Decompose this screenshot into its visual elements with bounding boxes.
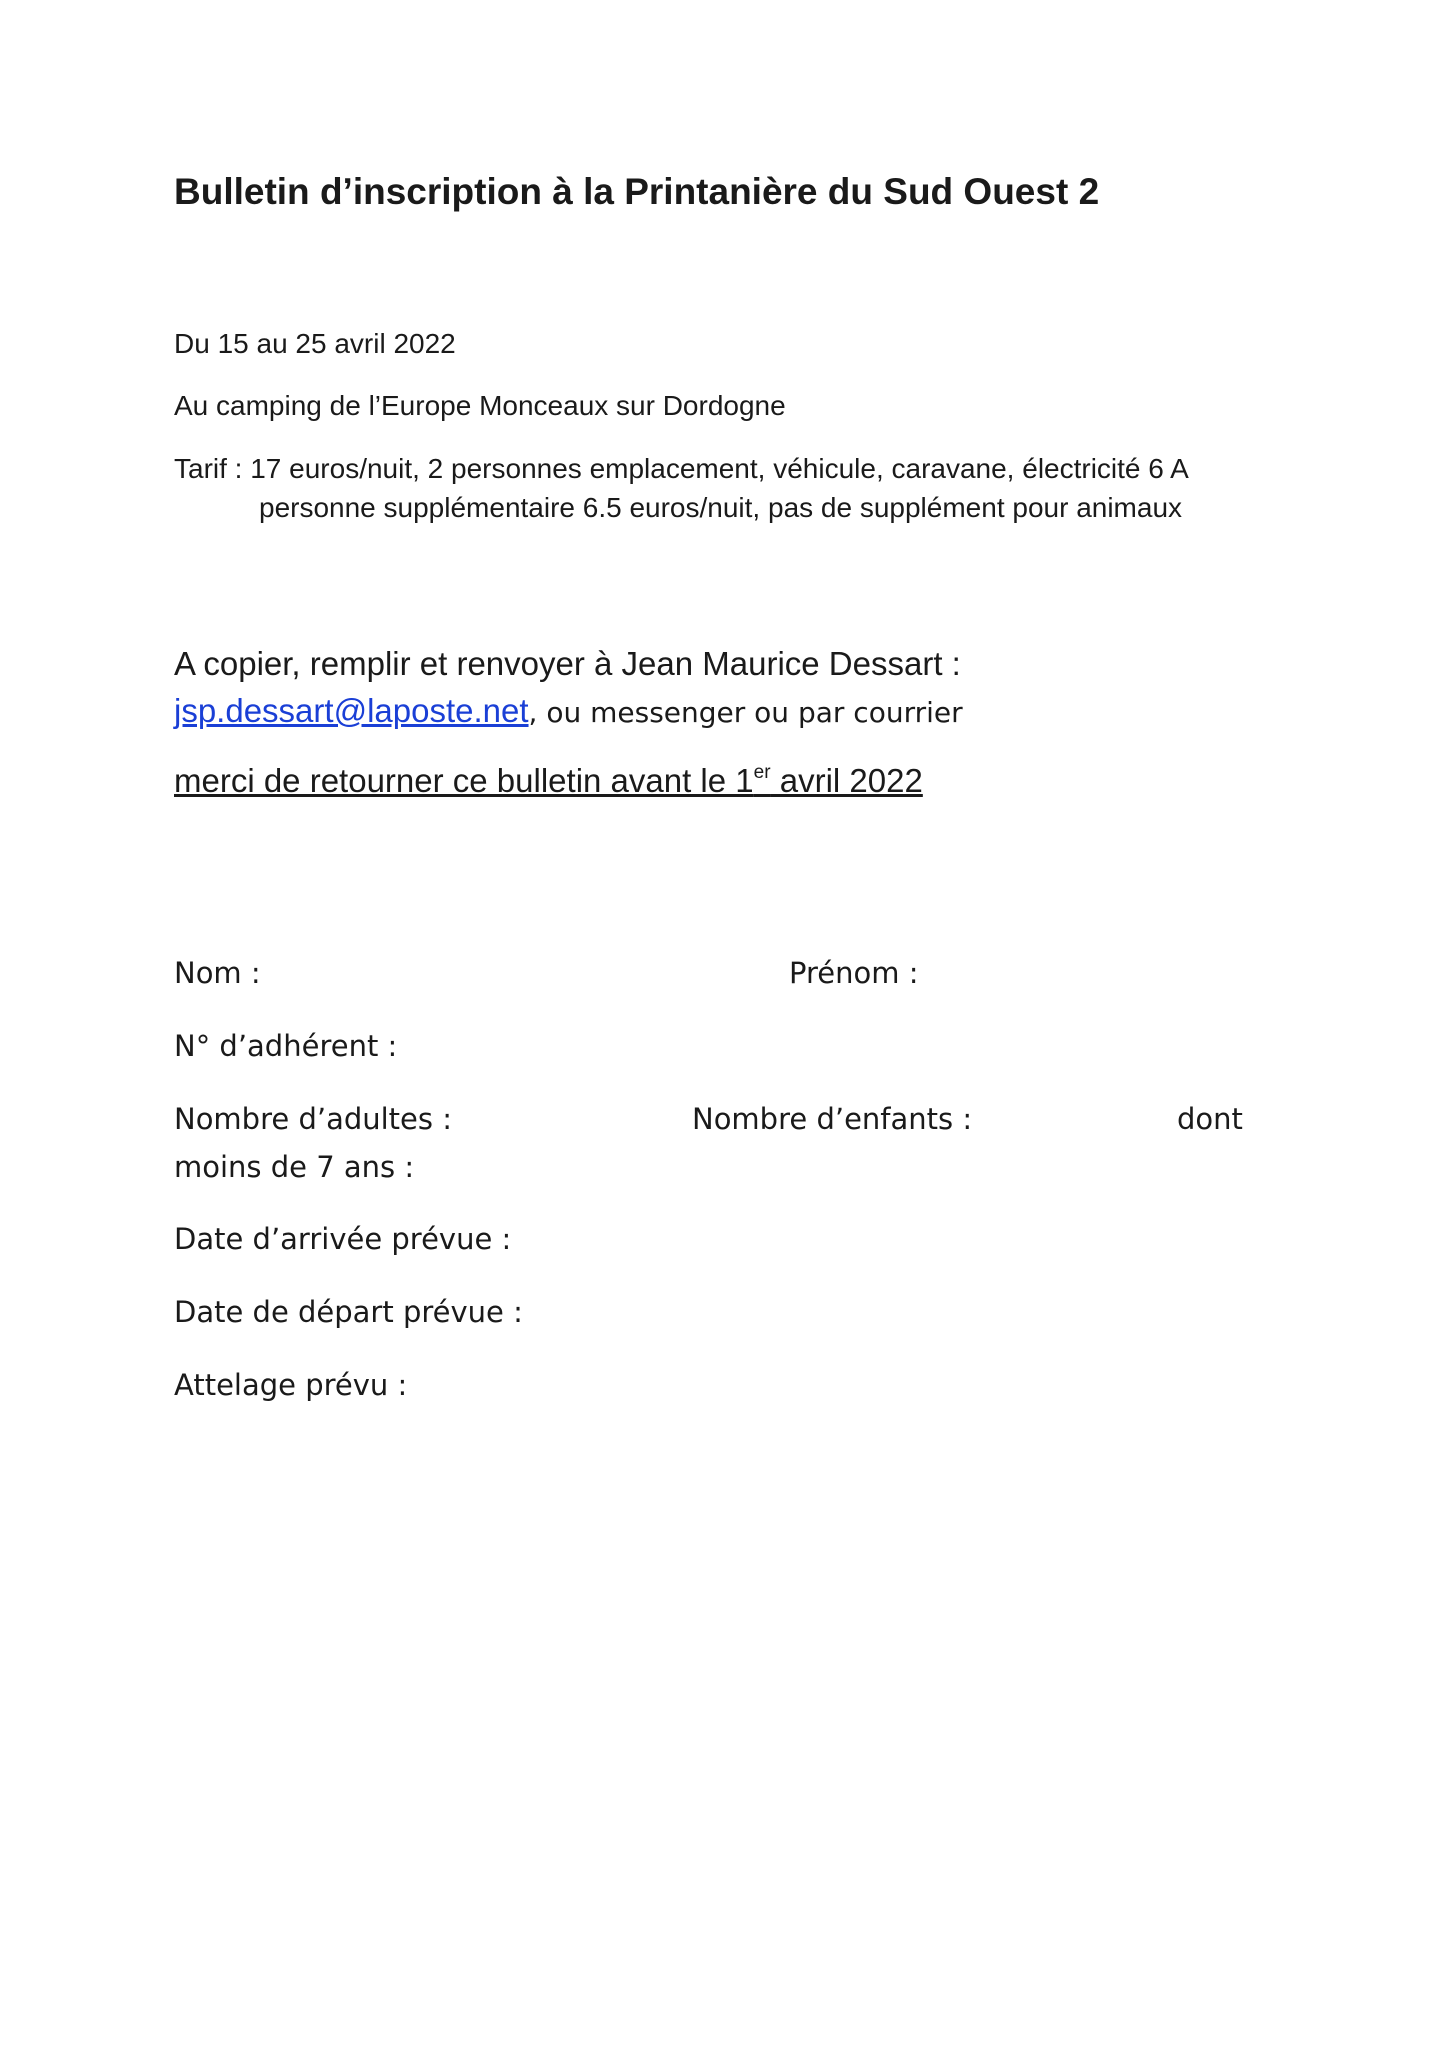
contact-instructions: A copier, remplir et renvoyer à Jean Maurice Dessart : [174, 645, 961, 682]
email-suffix: , ou messenger ou par courrier [528, 696, 963, 729]
field-moins-7-ans: moins de 7 ans : [174, 1150, 415, 1184]
field-enfants: Nombre d’enfants : [692, 1102, 973, 1136]
email-line [174, 692, 963, 730]
tarif-line-2: personne supplémentaire 6.5 euros/nuit, pas de supplément pour animaux [259, 492, 1183, 523]
deadline-prefix: merci de retourner ce bulletin avant le 1 [174, 762, 754, 799]
deadline-superscript: er [753, 762, 771, 783]
field-prenom: Prénom : [789, 956, 919, 990]
tarif-line-1: Tarif : 17 euros/nuit, 2 personnes emplacement, véhicule, caravane, électricité 6 A [174, 453, 1189, 484]
field-adherent: N° d’adhérent : [174, 1029, 398, 1063]
field-nom: Nom : [174, 956, 261, 990]
email-link[interactable]: jsp.dessart@laposte.net [174, 692, 529, 729]
field-attelage: Attelage prévu : [174, 1368, 408, 1402]
event-dates: Du 15 au 25 avril 2022 [174, 328, 456, 359]
field-dont: dont [1177, 1102, 1243, 1136]
event-location: Au camping de l’Europe Monceaux sur Dordogne [174, 390, 786, 421]
field-date-depart: Date de départ prévue : [174, 1295, 523, 1329]
deadline-suffix: avril 2022 [770, 762, 923, 799]
deadline-notice [174, 762, 923, 800]
document-title: Bulletin d’inscription à la Printanière du Sud Ouest 2 [174, 171, 1100, 212]
field-adultes: Nombre d’adultes : [174, 1102, 452, 1136]
field-date-arrivee: Date d’arrivée prévue : [174, 1222, 512, 1256]
